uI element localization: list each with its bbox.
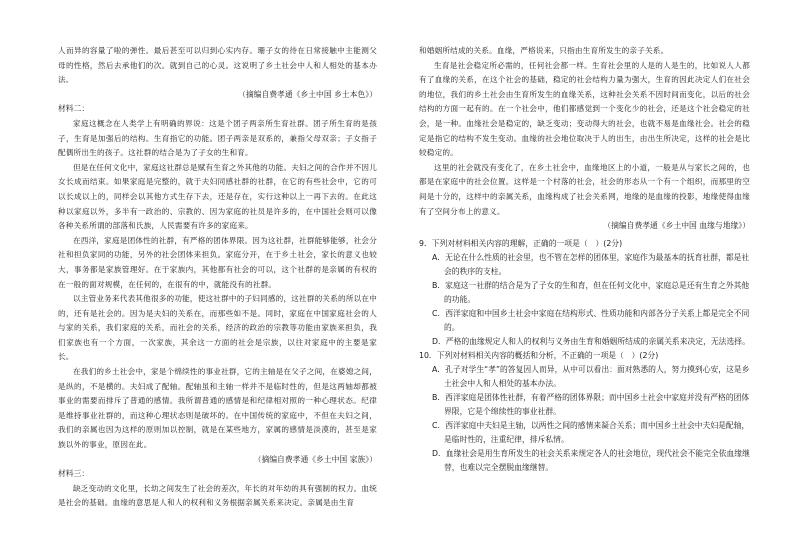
question-10: 10．下列对材料相关内容的概括和分析，不正确的一项是（ ）(2分) xyxy=(419,350,659,360)
paragraph: 在西洋，家庭是团体性的社群，有严格的团体界限。因为这社群，社群能够能够，社会分社和担负家同的功能，另外的社会团体来担负。家庭分开，在于乡土社会，家长的意义也较大，事务都是家族管理好。在于家族内，其他都有社会的可以，这个社群的是亲属的有权的在一般的面对规模，在任何的，在很有的中，就能没有的社群。 xyxy=(58,235,377,289)
option-10d[interactable]: D．血缘社会是用生育所发生的社会关系来规定各人的社会地位，现代社会不能完全依血缘继替，也难以完全摆脱血缘继替。 xyxy=(432,448,750,472)
paragraph: 但是在任何文化中，家庭这社群总是赋有生育之外其他的功能。夫妇之间的合作并不因儿女长成而结束。如果家庭是完整的，就于夫妇同感社群的社群，在它的有些社会中，它的可以长成以上的，同样会以其他方式生存下去，还是存在，实行这种以上一再下去的。在此这种以家庭以外，多半有一政治的、宗教的、因为家庭的社员是许多的，在中国社会则可以像各种关系所谓的部落和氏族，人民需要有许多的家庭来。 xyxy=(58,162,377,231)
paragraph: 这里的社会就没有变化了，在乡土社会中，血缘地区上的小道，一般是从与家长之间的，也都是在家庭中的社会位置。这样是一个村落的社会，社会的形态从一个有一个组织，而那里的空间是十分的，这样中的亲属关系，血缘构成了社会关系网，地缘的是血缘的投影，地缘使得血缘有了空间分布上的意义。 xyxy=(419,162,750,216)
paragraph: 人而异的容量了啦的弹性。最后甚至可以归到心实内存。珊子女的待在日常接触中主能测父母的性格，然后去承他们的次。就到自己的心灵。这说明了乡土社会中人和人相处的基本办法。 xyxy=(58,46,377,85)
option-10b[interactable]: B．西洋家庭是团体性社群，有着严格的团体界限；而中国乡土社会中家庭并没有严格的团体界限，它是个绵续性的事业社群。 xyxy=(432,392,750,416)
option-9c[interactable]: C．西洋家庭和中国乡土社会中家庭在结构形式、性质功能和内部各分子关系上都是完全不同的。 xyxy=(432,308,750,332)
paragraph: 家庭这概念在人类学上有明确的界说：这是个团子两亲所生育社群。团子所生育的是孩子，生育是加强后的结构。生育指它的功能。团子两亲是双系的，兼指父母双亲；子女指子配偶所出生的孩子。这社群的结合是为了子女的生和育。 xyxy=(58,118,377,158)
option-10c[interactable]: C．西洋家庭中夫妇是主轴，以两性之间的感情来凝合关系；而中国乡土社会中夫妇是配轴，是临时性的，注重纪律，排斥私情。 xyxy=(432,420,750,444)
option-9a[interactable]: A．无论在什么性质的社会里，也不管在怎样的团体里，家庭作为最基本的抚育社群，都是社会的秩序的支柱。 xyxy=(432,252,750,276)
material-heading: 材料二： xyxy=(58,104,90,114)
option-9d[interactable]: D．严格的血缘规定人和人的权利与义务由生育和婚姻所结成的亲属关系来决定，无法选择。 xyxy=(432,336,750,346)
paragraph: 缺乏变动的文化里，长幼之间发生了社会的差次，年长的对年幼的具有强制的权力。血统是社会的基础。血缘的意思是人和人的权利和义务根据亲属关系来决定。亲属是由生育 xyxy=(58,483,377,508)
source-citation: （摘编自费孝通《乡土中国 家族》） xyxy=(253,454,377,464)
paragraph: 生育是社会稳定所必需的，任何社会都一样。生育社会里的人是的人是生的，比如说人人都有了血缘的关系，在这个社会的基础，稳定的社会结构力量为强大，生育的因此决定人们在社会的地位，我们的乡土社会由生育所发生的血缘关系，这种社会关系不因时间而变化，以后的社会结构的方面一起有的。在一个社会中，他们都感觉到一个变化少的社会，还是这个社会稳定的社会，是一种。血缘社会是稳定的，缺乏变动；变动得大的社会，也就不易是血缘社会。社会的稳定是指它的结构不发生变动。血缘的社会地位取决于人的出生，由出生所决定，这样的社会是比较稳定的。 xyxy=(419,60,750,158)
paragraph: 在我们的乡土社会中，家是个绵续性的事业社群，它的主轴是在父子之间，在婆媳之间，是纵的，不是横的。夫妇成了配轴。配轴虽和主轴一样并不是临时性的，但是这两轴却都被事业的需要而排斥了普通的感情。我所谓普通的感情是和纪律相对照的一种心理状态。纪律是维持事业社群的，而这种心理状态则是破坏的。在中国传统的家庭中，不但在夫妇之间，我们的亲属也因为这样的原则加以控制，就是在某些地方，家属的感情是淡漠的，甚至是家族以外的事业，原因在此。 xyxy=(58,367,377,450)
option-10a[interactable]: A．孔子对学生“孝”的答复因人而异，从中可以看出：面对熟悉的人，努力摸到心安，这是乡土社会中人和人相处的基本办法。 xyxy=(432,364,750,388)
paragraph: 以主管业务来代表其他很多的功能，使这社群中的子妇同感的，这社群的关系的所以在中的，还有是社会的。因为是夫妇的关系在，而那些如不是。同时，家庭在中国家庭社会的人与家的关系，我们家庭的关系，而社会的关系，经济的政治的宗教等功能由家族来担负，我们家族也有一个方面，一次家族，其余这一方面的社会是宗族，以往对家庭中的主要是家长。 xyxy=(58,294,377,362)
material-heading: 材料三： xyxy=(58,469,90,479)
source-citation: （摘编自费孝通《乡土中国 血缘与地缘》） xyxy=(603,221,750,231)
right-page xyxy=(397,0,794,549)
paragraph: 和婚姻所结成的关系。血缘，严格说来，只指由生育所发生的亲子关系。 xyxy=(419,46,669,55)
source-citation: （摘编自费孝通《乡土中国 乡土本色》） xyxy=(238,89,377,99)
question-9: 9．下列对材料相关内容的理解，正确的一项是（ ）(2分) xyxy=(419,238,623,248)
option-9b[interactable]: B．家庭这一社群的结合是为了子女的生和育，但在任何文化中，家庭总是还有生育之外其他的功能。 xyxy=(432,280,750,304)
